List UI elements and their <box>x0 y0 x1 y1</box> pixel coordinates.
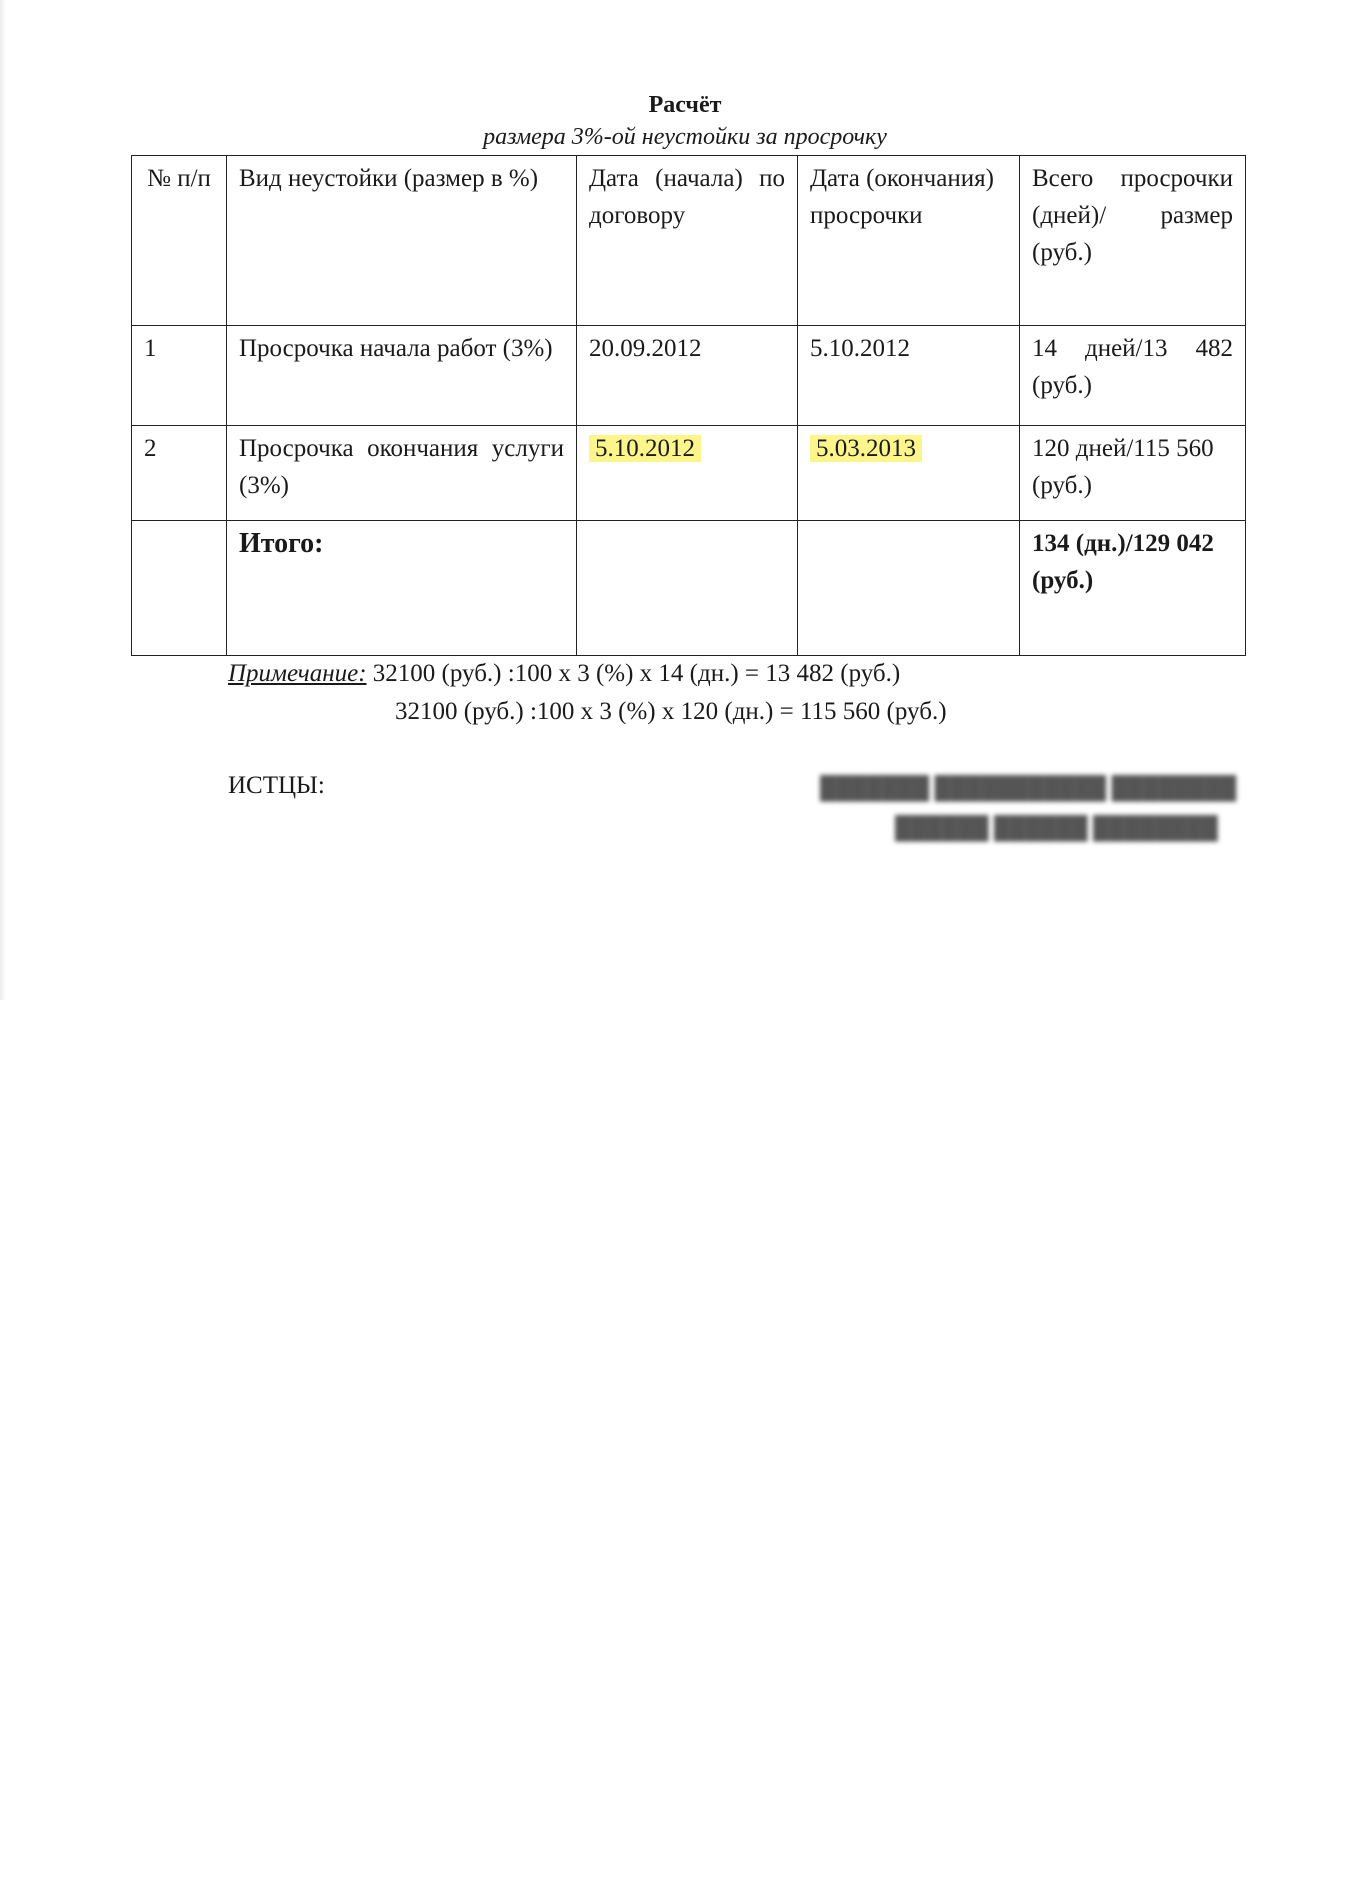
row-end-date <box>798 426 1020 521</box>
row-penalty-type: Просрочка начала работ (3%) <box>227 326 577 426</box>
header-number: № п/п <box>132 156 227 326</box>
total-label: Итого: <box>227 521 577 656</box>
header-total: Всего просрочки (дней)/ размер (руб.) <box>1020 156 1246 326</box>
document-subtitle: размера 3%-ой неустойки за просрочку <box>483 124 887 150</box>
note-formula-1: 32100 (руб.) :100 х 3 (%) х 14 (дн.) = 13 482 (руб.) <box>372 660 901 687</box>
penalty-table <box>131 155 1246 656</box>
row-start-date: 20.09.2012 <box>577 326 798 426</box>
total-empty-cell <box>798 521 1020 656</box>
note-formula-2: 32100 (руб.) :100 х 3 (%) х 120 (дн.) = 115 560 (руб.) <box>395 698 947 725</box>
row-end-date: 5.10.2012 <box>798 326 1020 426</box>
row-penalty-type: Просрочка окончания услуги (3%) <box>227 426 577 521</box>
highlighted-start-date: 5.10.2012 <box>589 435 701 462</box>
row-number: 1 <box>132 326 227 426</box>
header-end-date: Дата (окончания) просрочки <box>798 156 1020 326</box>
table-total-row <box>132 521 1246 656</box>
row-number: 2 <box>132 426 227 521</box>
table-header-row <box>132 156 1246 326</box>
row-start-date <box>577 426 798 521</box>
table-row <box>132 326 1246 426</box>
redacted-name-1: ███████ ███████████ ████████ <box>820 775 1237 800</box>
plaintiffs-label: ИСТЦЫ: <box>228 772 325 799</box>
row-total: 120 дней/115 560 (руб.) <box>1020 426 1246 521</box>
note-line-1 <box>228 660 900 688</box>
highlighted-end-date: 5.03.2013 <box>810 435 922 462</box>
total-value: 134 (дн.)/129 042 (руб.) <box>1020 521 1246 656</box>
table-row <box>132 426 1246 521</box>
total-empty-cell <box>132 521 227 656</box>
redacted-name-2: ██████ ██████ ████████ <box>895 815 1218 840</box>
row-total: 14 дней/13 482 (руб.) <box>1020 326 1246 426</box>
note-label: Примечание: <box>228 660 367 687</box>
total-empty-cell <box>577 521 798 656</box>
header-start-date: Дата (начала) по договору <box>577 156 798 326</box>
header-penalty-type: Вид неустойки (размер в %) <box>227 156 577 326</box>
document-title: Расчёт <box>648 92 722 118</box>
